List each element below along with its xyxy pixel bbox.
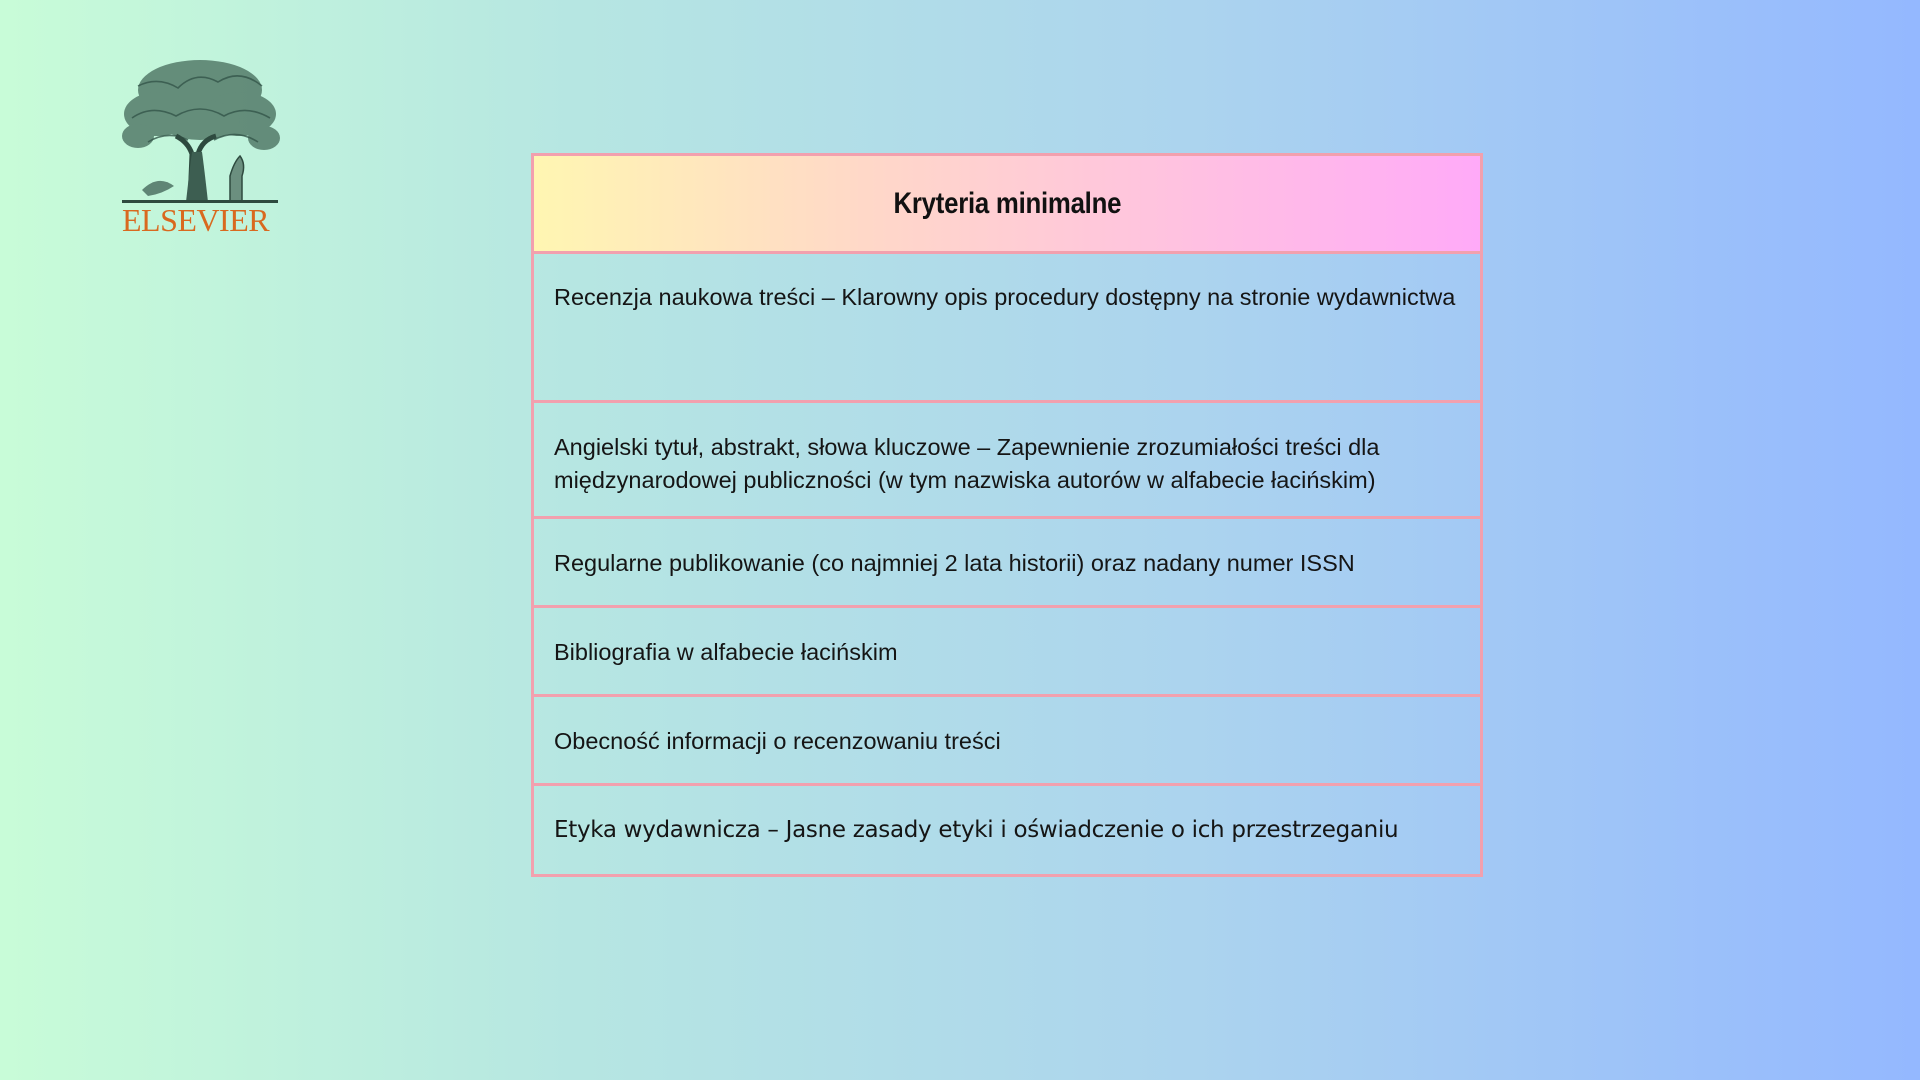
elsevier-wordmark: ELSEVIER (122, 202, 270, 238)
table-row: Bibliografia w alfabecie łacińskim (534, 608, 1480, 697)
criteria-table (531, 153, 1483, 877)
tree-logo-icon (118, 56, 282, 204)
table-row: Etyka wydawnicza – Jasne zasady etyki i oświadczenie o ich przestrzeganiu (554, 817, 1399, 843)
elsevier-logo (118, 56, 282, 236)
table-row: Angielski tytuł, abstrakt, słowa kluczowe – Zapewnienie zrozumiałości treści dla międzynarodowej publiczności (w tym nazwiska autorów w alfabecie łacińskim) (534, 403, 1480, 519)
table-row: Obecność informacji o recenzowaniu treści (534, 697, 1480, 786)
table-header (534, 156, 1480, 254)
table-row: Recenzja naukowa treści – Klarowny opis procedury dostępny na stronie wydawnictwa (534, 254, 1480, 403)
table-row: Regularne publikowanie (co najmniej 2 lata historii) oraz nadany numer ISSN (534, 519, 1480, 608)
table-title: Kryteria minimalne (893, 186, 1121, 220)
